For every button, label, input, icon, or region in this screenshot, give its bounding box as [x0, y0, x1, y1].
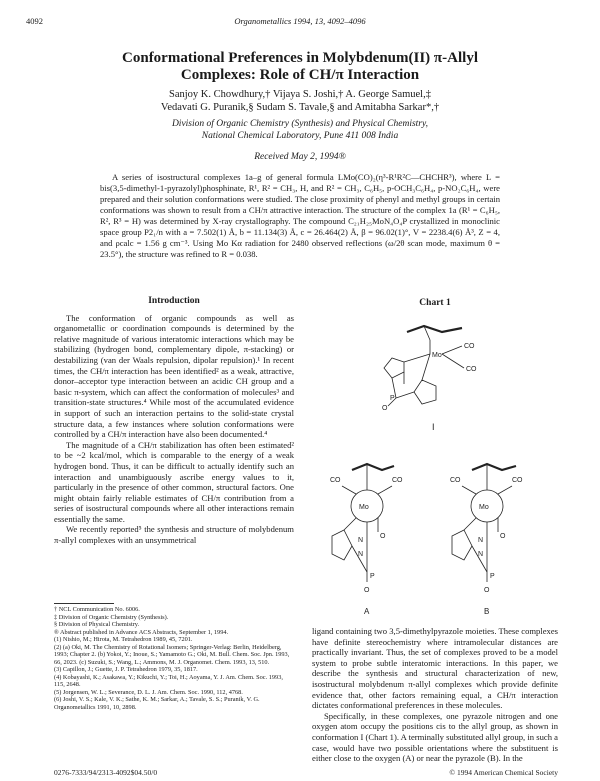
- structure-i: [384, 326, 464, 406]
- mo-atom-label: Mo: [359, 504, 369, 511]
- o-atom-label: O: [500, 533, 506, 540]
- o-atom-label: O: [382, 405, 388, 412]
- title-line-1: Conformational Preferences in Molybdenum(II) π-Allyl: [122, 50, 478, 66]
- footnote-rule: [54, 603, 114, 604]
- structure-b: [452, 464, 516, 582]
- n-atom-label: N: [478, 551, 484, 558]
- right-paragraph-1: ligand containing two 3,5-dimethylpyrazole moieties. These complexes have definite stereochemistry where intramolecular distances are practically invariant. Thus, the set of complexes proved to be a model system to probe subtle interatomic interactions. In this paper, we describe the synthesis and structural characterization of new, isostructural molybdenum π-allyl complexes which provide definite evidence that, other factors remaining equal, a CH/π interaction dictates conformational preferences in these molecules.: [312, 626, 558, 711]
- journal-citation: Organometallics 1994, 13, 4092–4096: [234, 16, 366, 26]
- o-atom-label: O: [364, 587, 370, 594]
- author-list: [40, 88, 560, 114]
- intro-paragraph-3: We recently reported⁵ the synthesis and structure of molybdenum π-allyl complexes with an unsymmetrical: [54, 524, 294, 546]
- authors-line-2: Vedavati G. Puranik,§ Sudam S. Tavale,§ and Amitabha Sarkar*,†: [160, 102, 440, 113]
- footnote: (4) Kobayashi, K.; Asakawa, Y.; Kikuchi, Y.; Toi, H.; Aoyama, Y. J. Am. Chem. Soc. 1993, 115, 2648.: [54, 673, 283, 688]
- p-atom-label: P: [390, 395, 395, 402]
- n-atom-label: N: [358, 551, 364, 558]
- footnote: (5) Jorgensen, W. L.; Severance, D. L. J. Am. Chem. Soc. 1990, 112, 4768.: [54, 688, 243, 696]
- running-header: [26, 16, 574, 28]
- footnote: § Division of Physical Chemistry.: [54, 621, 140, 628]
- copyright: © 1994 American Chemical Society: [449, 768, 558, 777]
- footnote: (6) Joshi, V. S.; Kale, V. K.; Sathe, K. M.; Sarkar, A.; Tavale, S. S.; Puranik, V. G. Organometallics 1991, 10, 2898.: [54, 696, 260, 711]
- article-code: 0276-7333/94/2313-4092$04.50/0: [54, 768, 158, 777]
- affiliation: [40, 118, 560, 142]
- intro-paragraph-1: The conformation of organic compounds as well as organometallic or coordination compounds is determined by the relative magnitude of various interatomic interactions which may be stabilizing (hydrogen bond, complementary dipole, π-stacking) or destabilizing (van der Waals repulsion, dipolar repulsion).¹ In recent times, the CH/π interaction has been identified² as a weak, attractive, donor–acceptor type interaction between an acidic CH group and a basic π-system, which can affect the conformation of molecules³ and transition-state structures.⁴ While most of the accumulated evidence in support of such an interaction pertains to the solid-state crystal structure data, a few instances where solution conformations were controlled by a CH/π interaction have also been documented.⁴: [54, 312, 294, 440]
- affiliation-line-1: Division of Organic Chemistry (Synthesis) and Physical Chemistry,: [171, 119, 429, 129]
- o-atom-label: O: [484, 587, 490, 594]
- footnote: (2) (a) Oki, M. The Chemistry of Rotational Isomers; Springer-Verlag: Berlin, Heidelberg, 1993; Chapter 2. (b) Yokoi, Y.; Inoue, S.; Yamamoto G.; Oki, M. Bull. Chem. Soc. Jpn. 1993, 66, 2023. (c) Suzuki, S.; Wang, L.; Ammons, M. J. Organomet. Chem. 1993, 13, 510.: [54, 643, 290, 666]
- right-paragraph-2: Specifically, in these complexes, one pyrazole nitrogen and one oxygen atom occupy the positions cis to the allyl group, as shown in conformation I (Chart 1). A terminally substituted allyl group, in such a case, would have two possible orientations where the substituent is either close to the oxygen (A) or near the pyrazole (B). In the: [312, 710, 558, 764]
- right-column: [312, 626, 558, 764]
- left-column: [54, 296, 294, 546]
- structure-a: [332, 464, 394, 582]
- p-atom-label: P: [370, 573, 375, 580]
- intro-paragraph-2: The magnitude of a CH/π stabilization has often been estimated² to be ~2 kcal/mol, which is comparable to the energy of a weak hydrogen bond. Thus, it can be difficult to actually identify such an interaction and unambiguously ascribe energy values to it, particularly in the presence of other common, structural factors. One might obtain fairly reliable estimates of CH/π contribution from a series of isostructural compounds where all other interactions remain essentially the same.: [54, 439, 294, 524]
- footnote: (1) Nishio, M.; Hirota, M. Tetrahedron 1989, 45, 7201.: [54, 636, 193, 643]
- mo-atom-label: Mo: [479, 504, 489, 511]
- footnotes: [54, 606, 294, 711]
- chart-structures: [312, 310, 558, 622]
- mo-atom-label: Mo: [432, 352, 442, 359]
- o-atom-label: O: [380, 533, 386, 540]
- co-label: CO: [450, 477, 461, 484]
- structure-label-b: B: [484, 607, 490, 616]
- co-label: CO: [330, 477, 341, 484]
- page-number: 4092: [26, 16, 43, 26]
- article-title: [40, 50, 560, 84]
- structure-label-i: I: [432, 422, 435, 432]
- affiliation-line-2: National Chemical Laboratory, Pune 411 008 India: [201, 131, 399, 141]
- footnote: † NCL Communication No. 6006.: [54, 606, 140, 613]
- co-label: CO: [464, 343, 475, 350]
- structure-label-a: A: [364, 607, 370, 616]
- n-atom-label: N: [478, 537, 484, 544]
- footnote: (3) Capillon, J.; Guette, J. P. Tetrahedron 1979, 35, 1817.: [54, 666, 198, 673]
- co-label: CO: [466, 366, 477, 373]
- section-heading-introduction: Introduction: [148, 296, 200, 306]
- n-atom-label: N: [358, 537, 364, 544]
- p-atom-label: P: [490, 573, 495, 580]
- title-line-2: Complexes: Role of CH/π Interaction: [180, 67, 420, 83]
- received-date: Received May 2, 1994®: [254, 152, 346, 162]
- chart-title: Chart 1: [419, 298, 451, 308]
- footnote: ® Abstract published in Advance ACS Abstracts, September 1, 1994.: [54, 628, 229, 636]
- co-label: CO: [512, 477, 523, 484]
- co-label: CO: [392, 477, 403, 484]
- abstract: A series of isostructural complexes 1a–g of general formula LMo(CO)₂(η³-R¹R²C—CHCHR³), where L = bis(3,5-dimethyl-1-pyrazolyl)phosphinate, R¹, R² = CH₃, H, and R² = CH₃, C₆H₅, p-OCH₃C₆H₄, p-NO₂C₆H₄, were prepared and their solution conformations were studied. The close proximity of phenyl and methyl groups in certain conformations was shown to result from a CH/π attractive interaction. The structure of the complex 1a (R¹ = C₆H₅, R², R³ = H) was determined by X-ray crystallography. The compound C₂₁H₂₅MoN₄O₄P crystallized in monoclinic space group P2₁/n with a = 7.502(1) Å, b = 11.134(3) Å, c = 26.464(2) Å, β = 96.02(1)°, V = 2238.4(6) Å³, Z = 4, and ρcalc = 1.56 g cm⁻³. Using Mo Kα radiation for 2480 observed reflections (ω/2θ scan mode, maximum θ = 23.5°), the structure was refined to R = 0.038.: [100, 172, 500, 259]
- authors-line-1: Sanjoy K. Chowdhury,† Vijaya S. Joshi,† A. George Samuel,‡: [169, 89, 431, 100]
- footnote: ‡ Division of Organic Chemistry (Synthesis).: [54, 613, 169, 621]
